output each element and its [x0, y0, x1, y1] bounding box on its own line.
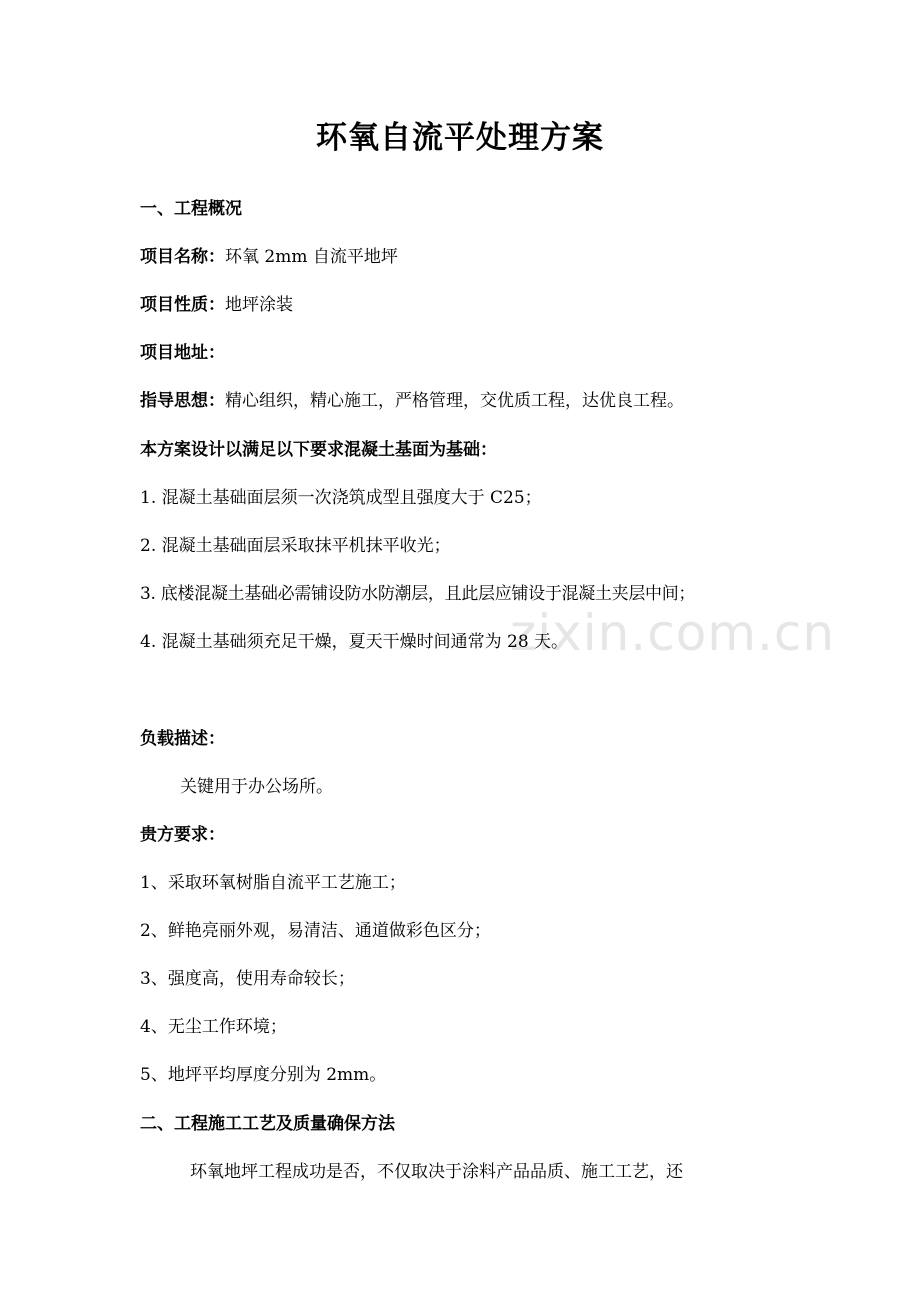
project-name-value: 环氧 2mm 自流平地坪 [225, 247, 398, 267]
project-nature-value: 地坪涂装 [225, 295, 293, 315]
requirement-item: 3. 底楼混凝土基础必需铺设防水防潮层，且此层应铺设于混凝土夹层中间； [140, 584, 696, 604]
load-text: 关键用于办公场所。 [180, 777, 333, 797]
section-heading-process: 二、工程施工工艺及质量确保方法 [140, 1114, 395, 1134]
client-heading: 贵方要求： [140, 825, 225, 845]
process-intro: 环氧地坪工程成功是否，不仅取决于涂料产品品质、施工工艺，还 [190, 1162, 683, 1182]
watermark: zixin.com.cn [510, 604, 836, 662]
client-requirement-item: 2、鲜艳亮丽外观，易清洁、通道做彩色区分； [140, 921, 491, 941]
requirement-item: 4. 混凝土基础须充足干燥，夏天干燥时间通常为 28 天。 [140, 632, 569, 652]
project-name-row [140, 243, 800, 271]
load-heading: 负载描述： [140, 729, 225, 749]
client-requirement-item: 3、强度高，使用寿命较长； [140, 969, 355, 989]
project-address-row [140, 339, 800, 367]
requirement-item: 1. 混凝土基础面层须一次浇筑成型且强度大于 C25； [140, 488, 542, 508]
project-address-label: 项目地址： [140, 343, 225, 363]
section-heading-overview: 一、工程概况 [140, 199, 242, 219]
project-name-label: 项目名称： [140, 247, 225, 267]
client-requirement-item: 5、地坪平均厚度分别为 2mm。 [140, 1065, 387, 1085]
project-nature-row [140, 291, 800, 319]
project-nature-label: 项目性质： [140, 295, 225, 315]
guiding-value: 精心组织，精心施工，严格管理，交优质工程，达优良工程。 [225, 391, 684, 411]
client-requirement-item: 4、无尘工作环境； [140, 1017, 287, 1037]
client-requirement-item: 1、采取环氧树脂自流平工艺施工； [140, 873, 406, 893]
document-title: 环氧自流平处理方案 [316, 120, 604, 156]
guiding-label: 指导思想： [140, 391, 225, 411]
basis-heading: 本方案设计以满足以下要求混凝土基面为基础： [140, 440, 497, 460]
guiding-row [140, 387, 800, 415]
requirement-item: 2. 混凝土基础面层采取抹平机抹平收光； [140, 536, 451, 556]
